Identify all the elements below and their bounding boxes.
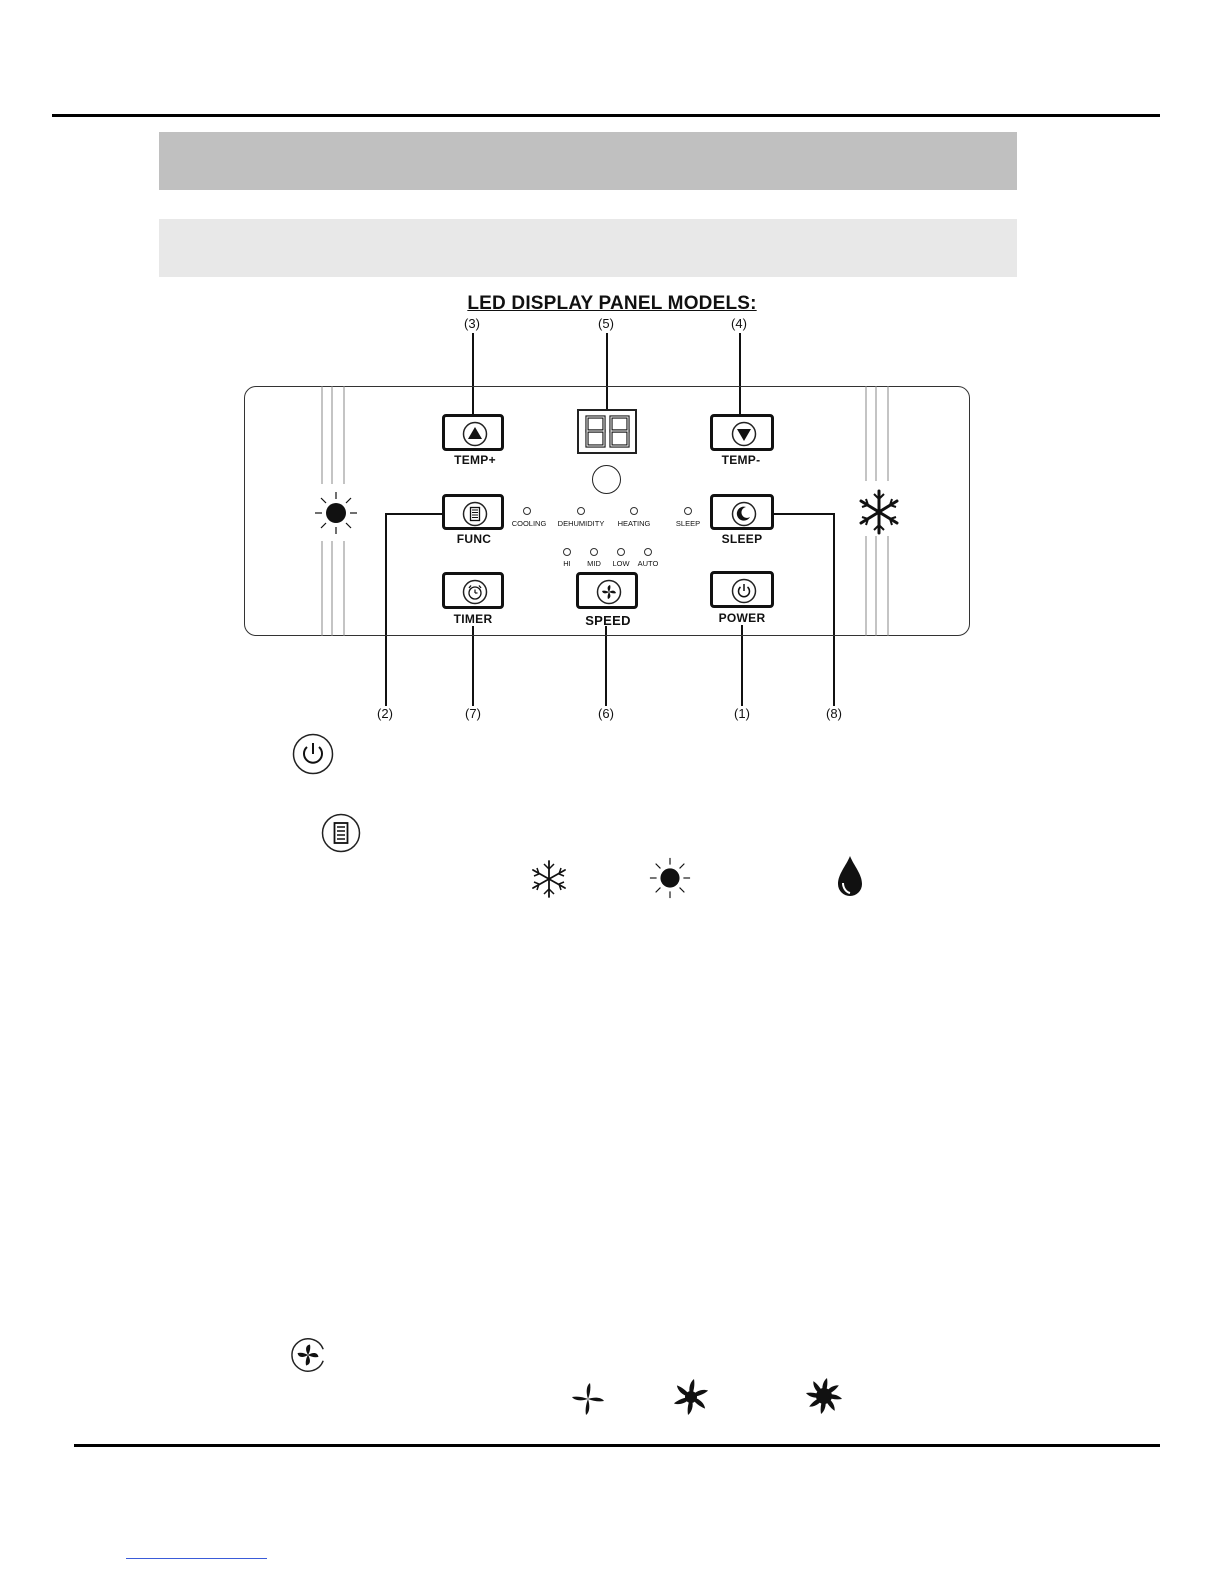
svg-text:*: * <box>739 507 742 514</box>
speed-label: SPEED <box>585 613 631 628</box>
indicator-dehumidity-label: DEHUMIDITY <box>557 519 605 528</box>
snowflake-icon <box>528 858 570 900</box>
temp-down-label: TEMP- <box>721 453 761 467</box>
timer-clock-icon <box>462 579 488 605</box>
bottom-rule <box>74 1444 1160 1447</box>
fan-icon <box>596 579 622 605</box>
sun-icon <box>648 856 692 900</box>
section-subheader-band <box>159 219 1017 277</box>
func-button[interactable] <box>442 494 504 530</box>
power-button[interactable] <box>710 571 774 608</box>
callout-6: (6) <box>598 706 614 721</box>
fan-icon <box>288 1336 328 1374</box>
indicator-hi-label: HI <box>563 559 571 568</box>
power-label: POWER <box>718 611 766 625</box>
led-heating <box>630 507 638 515</box>
sleep-button[interactable] <box>710 494 774 530</box>
fan-low-icon <box>566 1377 610 1421</box>
arrow-down-icon <box>731 421 757 447</box>
ir-receiver <box>592 465 621 494</box>
func-label: FUNC <box>456 532 492 546</box>
callout-7: (7) <box>465 706 481 721</box>
sleep-label: SLEEP <box>721 532 763 546</box>
temp-down-button[interactable] <box>710 414 774 451</box>
indicator-mid-label: MID <box>587 559 601 568</box>
arrow-up-icon <box>462 421 488 447</box>
func-icon <box>321 813 361 853</box>
callout-5: (5) <box>598 316 614 331</box>
callout-1: (1) <box>734 706 750 721</box>
diagram-title: LED DISPLAY PANEL MODELS: <box>467 293 757 314</box>
led-low <box>617 548 625 556</box>
section-header-band <box>159 132 1017 190</box>
speed-button[interactable] <box>576 572 638 609</box>
display-digits <box>584 415 632 449</box>
led-dehumidity <box>577 507 585 515</box>
callout-4: (4) <box>731 316 747 331</box>
indicator-low-label: LOW <box>612 559 630 568</box>
top-rule <box>52 114 1160 117</box>
callout-8: (8) <box>826 706 842 721</box>
fan-high-icon <box>803 1375 845 1417</box>
led-mid <box>590 548 598 556</box>
leader-7 <box>472 626 474 706</box>
snowflake-icon <box>856 488 902 536</box>
fan-mid-icon <box>670 1376 712 1418</box>
power-icon <box>731 578 757 604</box>
led-hi <box>563 548 571 556</box>
temp-up-label: TEMP+ <box>454 453 496 467</box>
leader-6 <box>605 626 607 706</box>
power-icon <box>292 733 334 775</box>
callout-3: (3) <box>464 316 480 331</box>
temperature-display <box>577 409 637 454</box>
indicator-auto-label: AUTO <box>637 559 659 568</box>
sleep-moon-icon <box>731 501 757 527</box>
water-drop-icon <box>834 854 866 900</box>
func-icon <box>462 501 488 527</box>
indicator-heating-label: HEATING <box>617 519 651 528</box>
timer-button[interactable] <box>442 572 504 609</box>
callout-2: (2) <box>377 706 393 721</box>
sun-icon <box>313 490 359 536</box>
indicator-cooling-label: COOLING <box>511 519 547 528</box>
led-cooling <box>523 507 531 515</box>
indicator-sleep-label: SLEEP <box>675 519 701 528</box>
led-auto <box>644 548 652 556</box>
timer-label: TIMER <box>453 612 493 626</box>
temp-up-button[interactable] <box>442 414 504 451</box>
leader-1 <box>741 625 743 706</box>
led-sleep <box>684 507 692 515</box>
footer-link-underline[interactable] <box>126 1558 267 1559</box>
